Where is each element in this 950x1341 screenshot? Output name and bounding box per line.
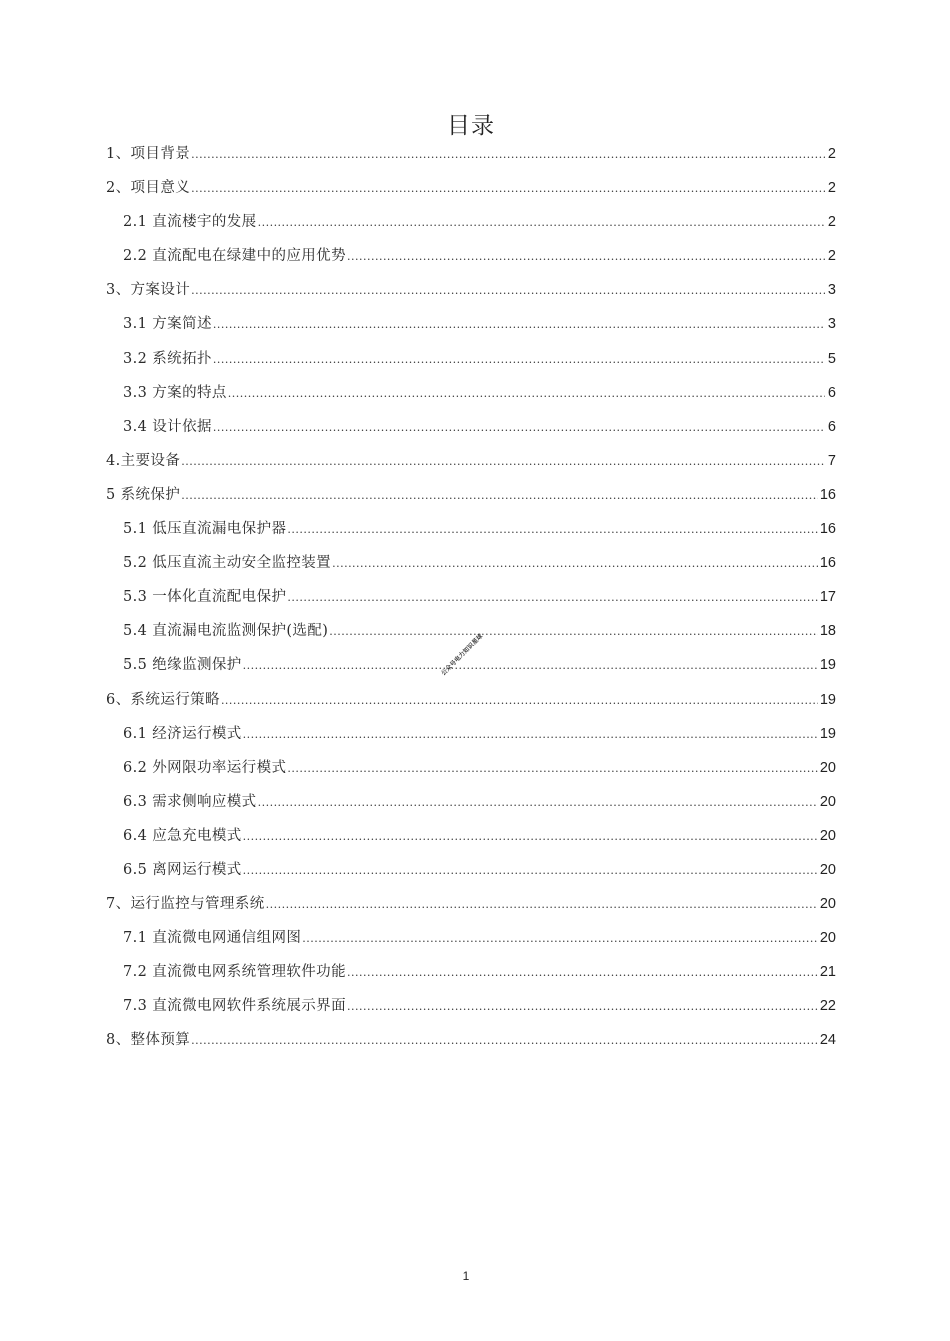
toc-entry-page: 19 bbox=[819, 691, 836, 708]
toc-entry[interactable] bbox=[106, 790, 836, 824]
toc-entry-label: 3.1 方案简述 bbox=[123, 316, 212, 333]
toc-entry-page: 20 bbox=[819, 827, 836, 844]
toc-entry[interactable] bbox=[106, 415, 836, 449]
toc-entry[interactable] bbox=[106, 1028, 836, 1062]
toc-entry-page: 20 bbox=[819, 930, 836, 947]
dot-leader bbox=[347, 961, 818, 985]
toc-entry[interactable] bbox=[106, 142, 836, 176]
toc-title: 目录 bbox=[447, 113, 495, 139]
dot-leader bbox=[213, 313, 825, 337]
toc-entry[interactable] bbox=[106, 824, 836, 858]
dot-leader bbox=[228, 382, 825, 406]
toc-entry-page: 3 bbox=[827, 316, 836, 333]
toc-entry-label: 2、项目意义 bbox=[106, 180, 191, 197]
toc-entry-label: 5 系统保护 bbox=[106, 486, 181, 503]
toc-entry-label: 3、方案设计 bbox=[106, 282, 191, 299]
dot-leader bbox=[181, 450, 825, 474]
dot-leader bbox=[213, 416, 825, 440]
toc-entry-page: 19 bbox=[819, 725, 836, 742]
toc-entry-page: 7 bbox=[827, 452, 836, 469]
toc-entry-label: 5.4 直流漏电流监测保护(选配) bbox=[123, 623, 329, 640]
dot-leader bbox=[332, 552, 818, 576]
dot-leader bbox=[213, 348, 825, 372]
toc-entry-page: 2 bbox=[827, 146, 836, 162]
toc-entry-page: 6 bbox=[827, 418, 836, 435]
table-of-contents bbox=[106, 142, 836, 1063]
toc-entry-page: 17 bbox=[819, 589, 836, 606]
toc-entry-label: 5.3 一体化直流配电保护 bbox=[123, 589, 287, 606]
toc-entry[interactable] bbox=[106, 483, 836, 517]
toc-entry-label: 7、运行监控与管理系统 bbox=[106, 896, 265, 913]
toc-entry-label: 6、系统运行策略 bbox=[106, 691, 220, 708]
toc-entry-page: 2 bbox=[827, 214, 836, 231]
toc-entry-label: 6.1 经济运行模式 bbox=[123, 725, 242, 742]
toc-entry-label: 2.1 直流楼宇的发展 bbox=[123, 214, 257, 231]
toc-entry[interactable] bbox=[106, 688, 836, 722]
dot-leader bbox=[191, 177, 825, 201]
toc-entry-page: 2 bbox=[827, 180, 836, 197]
dot-leader bbox=[347, 245, 825, 269]
toc-entry[interactable] bbox=[106, 722, 836, 756]
toc-entry[interactable] bbox=[106, 994, 836, 1028]
toc-entry[interactable] bbox=[106, 926, 836, 960]
toc-entry-page: 16 bbox=[819, 555, 836, 572]
dot-leader bbox=[191, 143, 825, 167]
toc-entry-page: 20 bbox=[819, 793, 836, 810]
toc-entry-label: 7.2 直流微电网系统管理软件功能 bbox=[123, 964, 346, 981]
toc-entry-page: 20 bbox=[819, 896, 836, 913]
watermark-stamp: 公众号电力知识星球 bbox=[440, 632, 485, 677]
dot-leader bbox=[329, 620, 818, 644]
dot-leader bbox=[191, 1029, 818, 1053]
toc-entry-page: 18 bbox=[819, 623, 836, 640]
toc-entry[interactable] bbox=[106, 892, 836, 926]
toc-entry-label: 8、整体预算 bbox=[106, 1032, 191, 1049]
dot-leader bbox=[347, 995, 818, 1019]
toc-entry[interactable] bbox=[106, 381, 836, 415]
toc-entry-label: 3.3 方案的特点 bbox=[123, 384, 227, 401]
toc-entry-label: 6.2 外网限功率运行模式 bbox=[123, 759, 287, 776]
toc-entry-page: 16 bbox=[819, 521, 836, 538]
toc-entry[interactable] bbox=[106, 653, 836, 687]
dot-leader bbox=[181, 484, 818, 508]
toc-entry-page: 5 bbox=[827, 350, 836, 367]
dot-leader bbox=[287, 586, 817, 610]
toc-entry-label: 5.5 绝缘监测保护 bbox=[123, 657, 242, 674]
toc-entry-label: 6.5 离网运行模式 bbox=[123, 861, 242, 878]
toc-entry-label: 1、项目背景 bbox=[106, 146, 191, 162]
toc-entry[interactable] bbox=[106, 176, 836, 210]
toc-entry-page: 21 bbox=[819, 964, 836, 981]
toc-entry-page: 19 bbox=[819, 657, 836, 674]
toc-entry-page: 20 bbox=[819, 861, 836, 878]
toc-entry-label: 3.2 系统拓扑 bbox=[123, 350, 212, 367]
dot-leader bbox=[258, 791, 818, 815]
dot-leader bbox=[287, 518, 817, 542]
toc-entry[interactable] bbox=[106, 960, 836, 994]
toc-entry-page: 3 bbox=[827, 282, 836, 299]
dot-leader bbox=[243, 723, 818, 747]
dot-leader bbox=[266, 893, 818, 917]
toc-entry-label: 7.1 直流微电网通信组网图 bbox=[123, 930, 302, 947]
dot-leader bbox=[243, 825, 818, 849]
toc-entry-label: 4.主要设备 bbox=[106, 452, 181, 469]
toc-entry-label: 6.4 应急充电模式 bbox=[123, 827, 242, 844]
toc-entry[interactable] bbox=[106, 210, 836, 244]
toc-entry[interactable] bbox=[106, 517, 836, 551]
toc-entry-label: 5.2 低压直流主动安全监控装置 bbox=[123, 555, 332, 572]
toc-entry[interactable] bbox=[106, 347, 836, 381]
toc-entry-label: 7.3 直流微电网软件系统展示界面 bbox=[123, 998, 346, 1015]
toc-entry[interactable] bbox=[106, 551, 836, 585]
dot-leader bbox=[243, 654, 818, 678]
toc-entry[interactable] bbox=[106, 244, 836, 278]
page-number: 1 bbox=[462, 1269, 470, 1283]
toc-entry[interactable] bbox=[106, 585, 836, 619]
toc-entry-label: 3.4 设计依据 bbox=[123, 418, 212, 435]
toc-entry-page: 6 bbox=[827, 384, 836, 401]
dot-leader bbox=[287, 757, 817, 781]
toc-entry-page: 2 bbox=[827, 248, 836, 265]
toc-entry-page: 24 bbox=[819, 1032, 836, 1049]
toc-entry-page: 16 bbox=[819, 486, 836, 503]
dot-leader bbox=[243, 859, 818, 883]
dot-leader bbox=[302, 927, 818, 951]
toc-entry-label: 5.1 低压直流漏电保护器 bbox=[123, 521, 287, 538]
toc-entry[interactable] bbox=[106, 312, 836, 346]
toc-entry-page: 20 bbox=[819, 759, 836, 776]
dot-leader bbox=[191, 279, 825, 303]
dot-leader bbox=[221, 689, 818, 713]
toc-entry-label: 6.3 需求侧响应模式 bbox=[123, 793, 257, 810]
toc-entry[interactable] bbox=[106, 449, 836, 483]
toc-entry-page: 22 bbox=[819, 998, 836, 1015]
toc-entry[interactable] bbox=[106, 756, 836, 790]
dot-leader bbox=[258, 211, 825, 235]
toc-entry-label: 2.2 直流配电在绿建中的应用优势 bbox=[123, 248, 346, 265]
toc-entry[interactable] bbox=[106, 278, 836, 312]
toc-entry[interactable] bbox=[106, 858, 836, 892]
